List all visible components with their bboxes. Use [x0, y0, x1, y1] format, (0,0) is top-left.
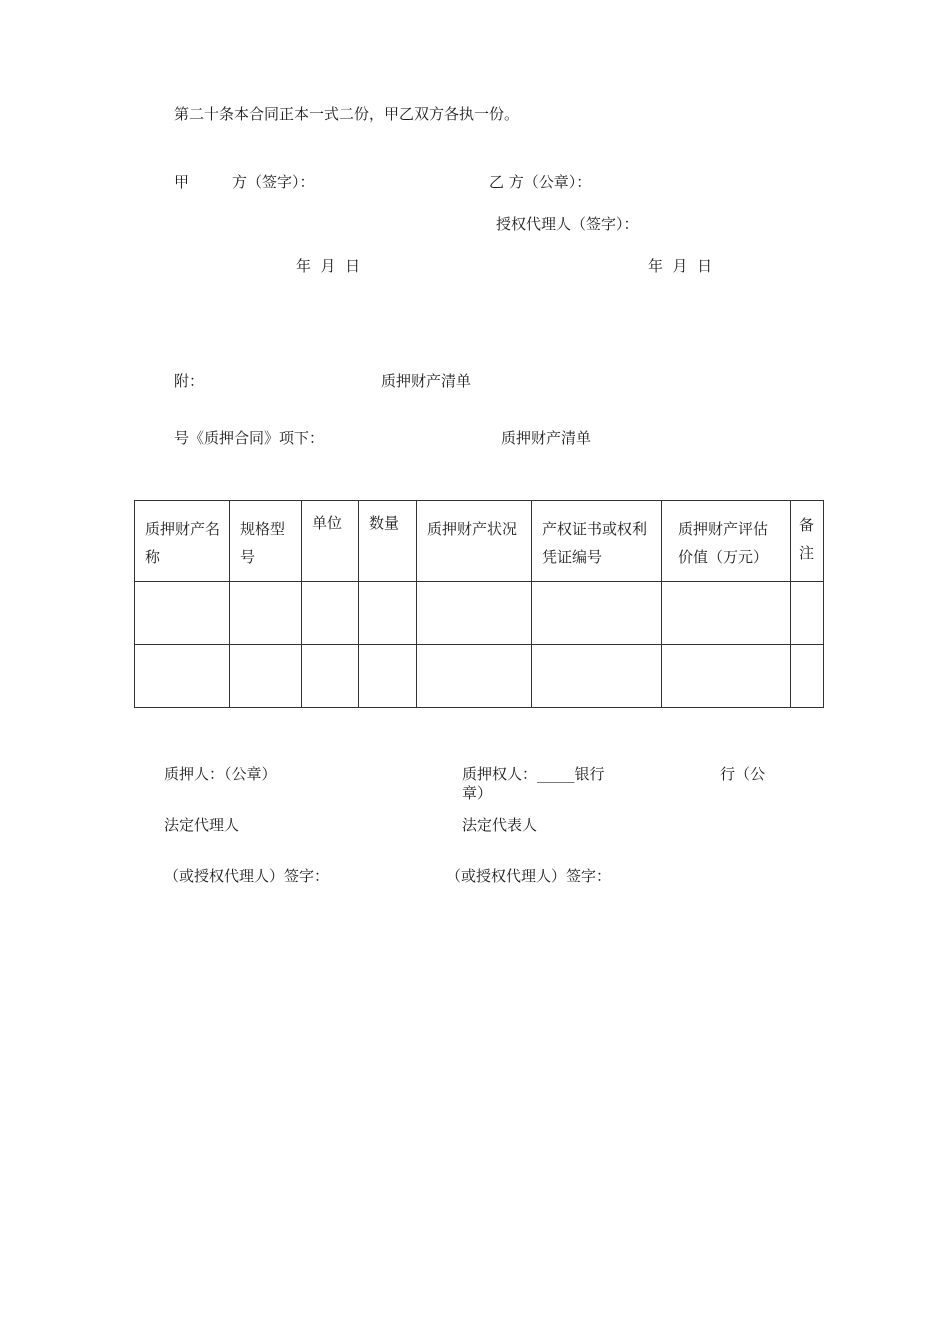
authorized-signature-right: （或授权代理人）签字：	[446, 867, 612, 885]
table-cell	[230, 582, 302, 645]
pledged-property-table	[134, 500, 824, 708]
header-cell: 质押财产状况	[417, 501, 532, 582]
party-a-signature-label: 方（签字）：	[232, 173, 315, 191]
table-cell	[230, 645, 302, 708]
table-cell	[135, 582, 230, 645]
table-cell	[302, 582, 359, 645]
table-cell	[417, 582, 532, 645]
date-right: 年 月 日	[648, 257, 713, 275]
date-left: 年 月 日	[296, 257, 361, 275]
table-cell	[791, 582, 824, 645]
pledgee-seal-end: 章）	[462, 784, 493, 802]
table-row	[135, 582, 824, 645]
bank-suffix: 银行	[574, 765, 605, 783]
table-row	[135, 645, 824, 708]
legal-representative-right: 法定代表人	[462, 816, 538, 834]
table-cell	[417, 645, 532, 708]
header-cell: 单位	[302, 501, 359, 582]
table-cell	[302, 645, 359, 708]
table-cell	[532, 582, 662, 645]
annex-subtitle: 质押财产清单	[501, 429, 592, 447]
header-cell: 质押财产评估价值（万元）	[662, 501, 791, 582]
annex-title: 质押财产清单	[381, 372, 472, 390]
party-b-seal-label: 乙 方（公章）：	[489, 173, 592, 191]
authorized-signature-left: （或授权代理人）签字：	[164, 867, 330, 885]
bank-name-blank: _____	[537, 765, 575, 783]
contract-reference: 号《质押合同》项下：	[174, 429, 325, 447]
pledgee-branch-seal: 行（公	[720, 765, 766, 783]
clause-20: 第二十条本合同正本一式二份，甲乙双方各执一份。	[174, 105, 520, 123]
header-cell: 产权证书或权利凭证编号	[532, 501, 662, 582]
header-cell: 数量	[359, 501, 417, 582]
table-cell	[359, 582, 417, 645]
pledgee-label	[462, 764, 605, 784]
legal-agent-left: 法定代理人	[164, 816, 240, 834]
table-cell	[662, 645, 791, 708]
annex-prefix: 附：	[174, 372, 205, 390]
table-cell	[662, 582, 791, 645]
pledgee-prefix: 质押权人：	[462, 765, 538, 783]
pledgor-seal-label: 质押人：（公章）	[164, 765, 277, 783]
party-b-agent-label: 授权代理人（签字）：	[496, 215, 639, 233]
table-cell	[532, 645, 662, 708]
table-cell	[135, 645, 230, 708]
table-cell	[359, 645, 417, 708]
header-cell: 质押财产名称	[135, 501, 230, 582]
table-cell	[791, 645, 824, 708]
header-cell: 规格型号	[230, 501, 302, 582]
table-header-row	[135, 501, 824, 582]
header-cell: 备注	[791, 501, 824, 582]
party-a-char: 甲	[174, 173, 190, 191]
